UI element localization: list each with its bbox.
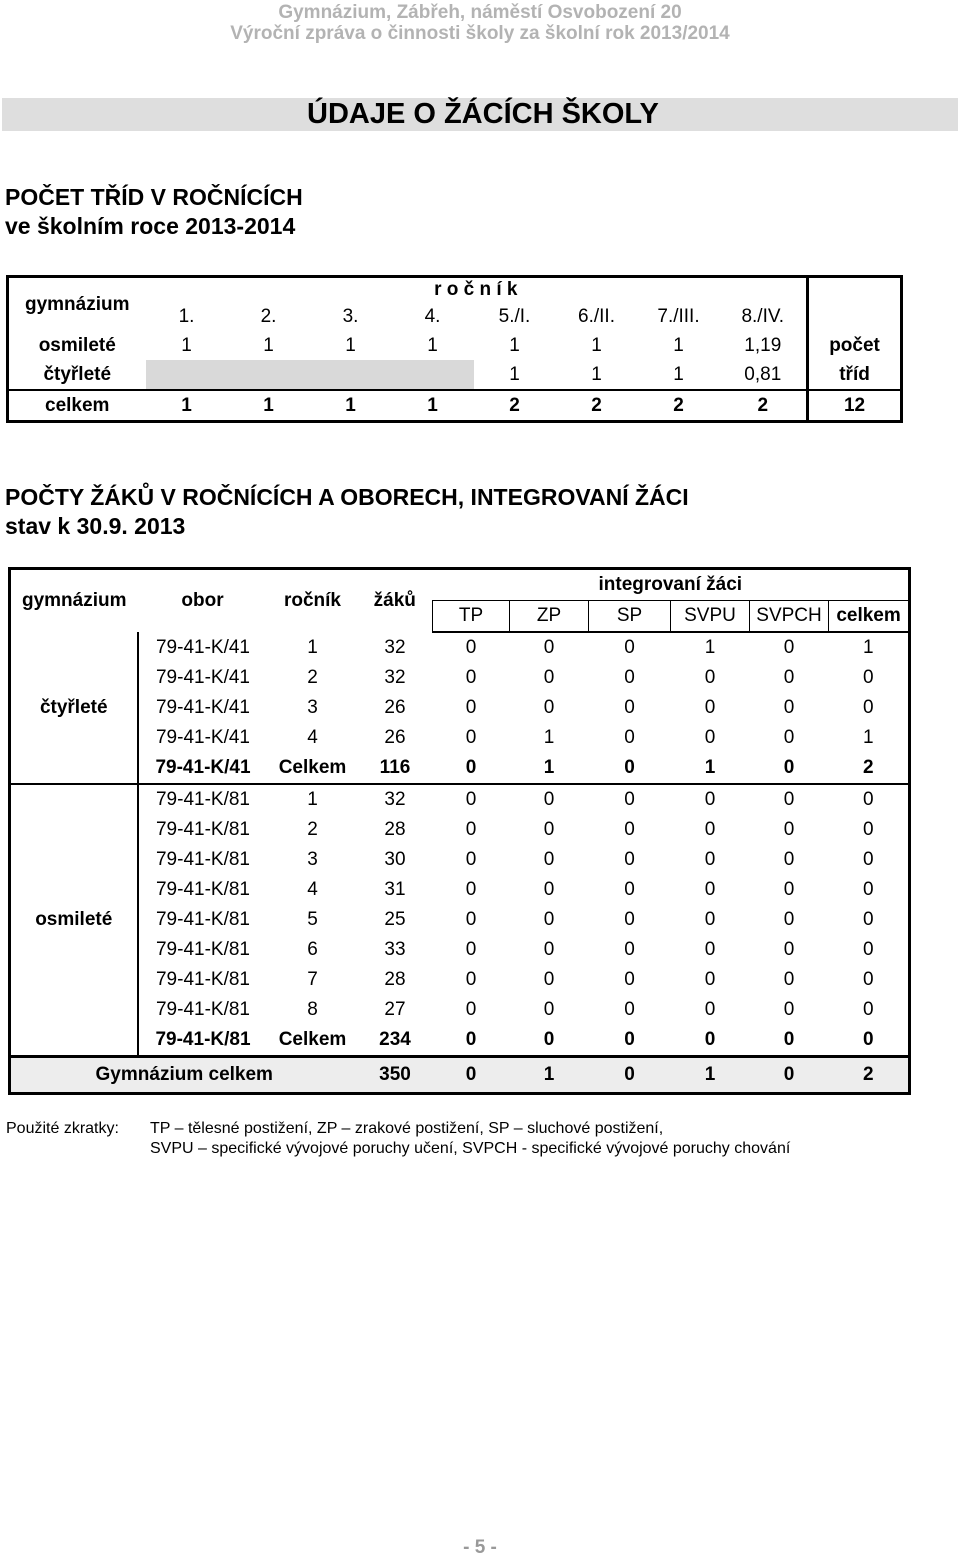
t2-cell: 79-41-K/81 <box>155 879 250 900</box>
t2-cell: 1 <box>704 637 716 658</box>
t2-header-obor: obor <box>181 590 224 611</box>
students-table <box>8 567 911 1095</box>
section1-heading <box>5 183 303 241</box>
t2-cell: Celkem <box>278 1029 347 1050</box>
t2-cell: 0 <box>624 939 635 960</box>
t2-cell: 79-41-K/41 <box>155 727 250 748</box>
t2-cell: 116 <box>358 753 433 784</box>
t2-cell: 0 <box>750 753 829 784</box>
t1-year: 3. <box>342 305 359 327</box>
t1-side-pocet: počet <box>829 334 880 356</box>
t2-cell: 79-41-K/41 <box>138 753 268 784</box>
t1-corner: gymnázium <box>24 293 130 315</box>
t2-subheader: SVPCH <box>750 601 829 633</box>
t2-cell: 1 <box>543 727 555 748</box>
t1-cell: 1 <box>673 334 684 356</box>
t2-cell: 0 <box>783 849 795 870</box>
t1-row-label: čtyřleté <box>43 363 112 385</box>
t2-cell: 8 <box>307 999 318 1020</box>
t2-total-cell: 350 <box>358 1057 433 1094</box>
t2-cell: 79-41-K/81 <box>155 849 250 870</box>
t2-total-cell: 1 <box>510 1057 589 1094</box>
t2-cell: 6 <box>307 939 318 960</box>
t2-cell: 79-41-K/81 <box>155 789 250 810</box>
t2-cell: 0 <box>543 939 555 960</box>
t2-cell: 26 <box>384 697 406 718</box>
t2-subheader: celkem <box>829 601 910 633</box>
t2-cell: 0 <box>624 727 635 748</box>
t2-cell: 0 <box>704 727 716 748</box>
t2-cell: 0 <box>465 969 477 990</box>
t1-year: 8./IV. <box>720 302 808 331</box>
t2-cell: 28 <box>384 819 406 840</box>
t2-cell: 0 <box>543 1029 555 1050</box>
t2-cell: 0 <box>704 697 716 718</box>
t2-subheader: SP <box>589 601 671 633</box>
t1-side-trid: tříd <box>839 363 870 385</box>
t2-header-zaku: žáků <box>373 590 416 611</box>
t2-cell: 0 <box>624 789 635 810</box>
t2-cell: 79-41-K/81 <box>155 999 250 1020</box>
t2-subheader: SVPU <box>671 601 750 633</box>
t2-cell: 0 <box>543 819 555 840</box>
page-title: ÚDAJE O ŽÁCÍCH ŠKOLY <box>307 98 659 130</box>
t1-cell: 1 <box>509 363 520 385</box>
t2-cell: 79-41-K/41 <box>155 667 250 688</box>
t2-cell: 0 <box>624 909 635 930</box>
t2-cell: 4 <box>307 727 318 748</box>
t2-cell: 0 <box>465 727 477 748</box>
t2-cell: 0 <box>863 849 874 870</box>
t2-cell: 0 <box>704 909 716 930</box>
t2-total-cell: 2 <box>829 1057 910 1094</box>
t2-cell: 0 <box>465 637 477 658</box>
t2-cell: 0 <box>624 819 635 840</box>
t2-cell: 0 <box>624 1029 635 1050</box>
t2-cell: 25 <box>384 909 406 930</box>
notes-line-1: TP – tělesné postižení, ZP – zrakové postižení, SP – sluchové postižení, <box>150 1120 664 1137</box>
t1-cell: 1,19 <box>720 331 808 360</box>
t1-total: 12 <box>808 390 902 422</box>
t2-cell: 0 <box>863 789 874 810</box>
t1-group: r o č n í k <box>146 277 808 303</box>
t1-row-label: celkem <box>8 390 146 422</box>
t2-cell: 0 <box>465 879 477 900</box>
notes-label: Použité zkratky: <box>6 1120 119 1137</box>
t2-subheader: TP <box>433 601 510 633</box>
t1-cell: 1 <box>181 334 192 356</box>
t2-cell: 32 <box>384 789 406 810</box>
t2-cell: 0 <box>543 789 555 810</box>
t2-cell: 1 <box>307 789 318 810</box>
t2-cell: 0 <box>704 819 716 840</box>
t1-cell: 1 <box>392 390 474 422</box>
t2-cell: 0 <box>863 819 874 840</box>
t2-cell: 1 <box>307 636 318 658</box>
t1-cell: 1 <box>673 363 684 385</box>
t2-cell: 2 <box>307 819 318 840</box>
t1-cell: 1 <box>228 390 310 422</box>
section2-title: POČTY ŽÁKŮ V ROČNÍCÍCH A OBORECH, INTEGROVANÍ ŽÁCI <box>5 484 689 510</box>
t2-cell: 27 <box>384 999 406 1020</box>
header-line-2: Výroční zpráva o činnosti školy za školní rok 2013/2014 <box>230 23 730 44</box>
t2-cell: 0 <box>783 819 795 840</box>
t1-cell: 1 <box>509 334 520 356</box>
t2-cell: 2 <box>829 753 910 784</box>
t2-cell: 0 <box>704 999 716 1020</box>
t2-cell: 234 <box>379 1029 411 1050</box>
page-number: - 5 - <box>463 1537 497 1558</box>
t2-cell: 0 <box>624 969 635 990</box>
t2-cell: 0 <box>783 879 795 900</box>
t2-cell: 79-41-K/41 <box>155 636 250 658</box>
section2-subtitle: stav k 30.9. 2013 <box>5 513 186 539</box>
t2-cell: Celkem <box>268 753 358 784</box>
t2-cell: 0 <box>543 999 555 1020</box>
t2-cell: 0 <box>863 909 874 930</box>
t1-cell: 2 <box>556 390 638 422</box>
t1-year: 1. <box>178 305 195 327</box>
t2-cell: 4 <box>307 879 318 900</box>
t2-cell: 0 <box>589 753 671 784</box>
t1-cell: 1 <box>310 390 392 422</box>
t2-total-cell: 1 <box>671 1057 750 1094</box>
t2-group-label: čtyřleté <box>10 632 138 784</box>
t2-cell: 0 <box>465 939 477 960</box>
t2-cell: 33 <box>384 939 406 960</box>
t1-year: 7./III. <box>657 305 700 327</box>
t1-empty-gray <box>146 360 474 390</box>
t2-total-cell: 0 <box>750 1057 829 1094</box>
t1-year: 4. <box>424 305 441 327</box>
t1-cell: 1 <box>427 334 438 356</box>
t2-header-rocnik: ročník <box>283 590 342 611</box>
t2-cell: 0 <box>543 697 555 718</box>
t2-cell: 0 <box>543 667 555 688</box>
t2-cell: 0 <box>465 909 477 930</box>
t2-total-cell: 0 <box>589 1057 671 1094</box>
header-line-1: Gymnázium, Zábřeh, náměstí Osvobození 20 <box>278 2 682 23</box>
t2-cell: 0 <box>624 637 635 658</box>
t2-cell: 0 <box>624 697 635 718</box>
t2-cell: 26 <box>384 727 406 748</box>
t1-cell: 1 <box>591 363 602 385</box>
t2-cell: 79-41-K/81 <box>155 939 250 960</box>
t2-cell: 0 <box>465 849 477 870</box>
t1-cell: 2 <box>720 390 808 422</box>
t1-year: 5./I. <box>498 305 531 327</box>
section2-heading <box>5 483 689 541</box>
t2-total-label: Gymnázium celkem <box>10 1057 358 1094</box>
t2-cell: 28 <box>384 969 406 990</box>
t2-header-integrovani: integrovaní žáci <box>598 574 743 595</box>
t2-cell: 0 <box>863 999 874 1020</box>
t2-cell: 79-41-K/81 <box>155 969 250 990</box>
t2-cell: 1 <box>671 753 750 784</box>
t2-cell: 31 <box>384 879 406 900</box>
t2-cell: 0 <box>704 849 716 870</box>
t2-cell: 79-41-K/81 <box>155 1029 251 1050</box>
t2-cell: 79-41-K/41 <box>155 697 250 718</box>
t2-total-cell: 0 <box>433 1057 510 1094</box>
t2-cell: 0 <box>704 1029 716 1050</box>
t2-cell: 0 <box>863 1029 874 1050</box>
t2-cell: 79-41-K/81 <box>155 909 250 930</box>
t1-year: 2. <box>260 305 277 327</box>
t2-cell: 0 <box>465 999 477 1020</box>
t2-subheader: ZP <box>510 601 589 633</box>
t2-group-label: osmileté <box>10 784 138 1057</box>
t2-cell: 0 <box>783 667 795 688</box>
t1-cell: 1 <box>146 390 228 422</box>
t2-cell: 2 <box>307 667 318 688</box>
t2-cell: 0 <box>543 879 555 900</box>
t1-year: 6./II. <box>578 305 615 327</box>
t2-cell: 0 <box>704 879 716 900</box>
t2-cell: 0 <box>783 939 795 960</box>
t2-cell: 0 <box>465 1029 477 1050</box>
t2-cell: 0 <box>863 969 874 990</box>
t1-cell: 2 <box>474 390 556 422</box>
t2-cell: 3 <box>307 697 318 718</box>
t2-cell: 79-41-K/81 <box>155 819 250 840</box>
t2-cell: 0 <box>465 819 477 840</box>
t2-cell: 0 <box>465 667 477 688</box>
classes-table <box>6 275 903 423</box>
t1-cell: 1 <box>591 334 602 356</box>
t2-cell: 0 <box>783 727 795 748</box>
t2-cell: 0 <box>624 879 635 900</box>
t2-cell: 0 <box>783 789 795 810</box>
t2-cell: 0 <box>783 637 795 658</box>
t2-cell: 32 <box>384 636 406 658</box>
t2-cell: 0 <box>465 697 477 718</box>
t2-cell: 0 <box>704 667 716 688</box>
t2-cell: 0 <box>543 849 555 870</box>
t2-cell: 0 <box>465 789 477 810</box>
t2-cell: 32 <box>384 667 406 688</box>
t2-cell: 0 <box>863 939 874 960</box>
t2-cell: 0 <box>783 909 795 930</box>
t2-cell: 0 <box>863 667 874 688</box>
t2-cell: 30 <box>384 849 406 870</box>
t1-cell: 0,81 <box>720 360 808 390</box>
t2-cell: 5 <box>307 909 318 930</box>
t2-header-gymnazium: gymnázium <box>21 590 127 611</box>
t2-cell: 0 <box>433 753 510 784</box>
t2-cell: 0 <box>543 969 555 990</box>
t2-cell: 0 <box>704 969 716 990</box>
t2-cell: 0 <box>783 969 795 990</box>
t2-cell: 0 <box>624 849 635 870</box>
t2-cell: 0 <box>543 909 555 930</box>
t2-cell: 0 <box>624 999 635 1020</box>
section1-title: POČET TŘÍD V ROČNÍCÍCH <box>5 184 303 210</box>
title-banner <box>2 98 958 131</box>
t2-cell: 0 <box>863 879 874 900</box>
t2-cell: 0 <box>704 789 716 810</box>
t2-cell: 0 <box>624 667 635 688</box>
t2-cell: 0 <box>543 637 555 658</box>
t2-cell: 0 <box>783 999 795 1020</box>
t2-cell: 0 <box>863 697 874 718</box>
t1-cell: 1 <box>345 334 356 356</box>
notes-line-2: SVPU – specifické vývojové poruchy učení, SVPCH - specifické vývojové poruchy chování <box>150 1140 791 1157</box>
t2-cell: 0 <box>704 939 716 960</box>
t1-cell: 1 <box>263 334 274 356</box>
t2-cell: 1 <box>863 727 874 748</box>
t2-cell: 0 <box>783 1029 795 1050</box>
t2-cell: 1 <box>510 753 589 784</box>
t2-cell: 1 <box>863 637 874 658</box>
section1-subtitle: ve školním roce 2013-2014 <box>5 213 296 239</box>
t1-cell: 2 <box>638 390 720 422</box>
t2-cell: 7 <box>307 969 318 990</box>
t2-cell: 3 <box>307 849 318 870</box>
t1-row-label: osmileté <box>38 334 116 356</box>
t2-cell: 0 <box>783 697 795 718</box>
